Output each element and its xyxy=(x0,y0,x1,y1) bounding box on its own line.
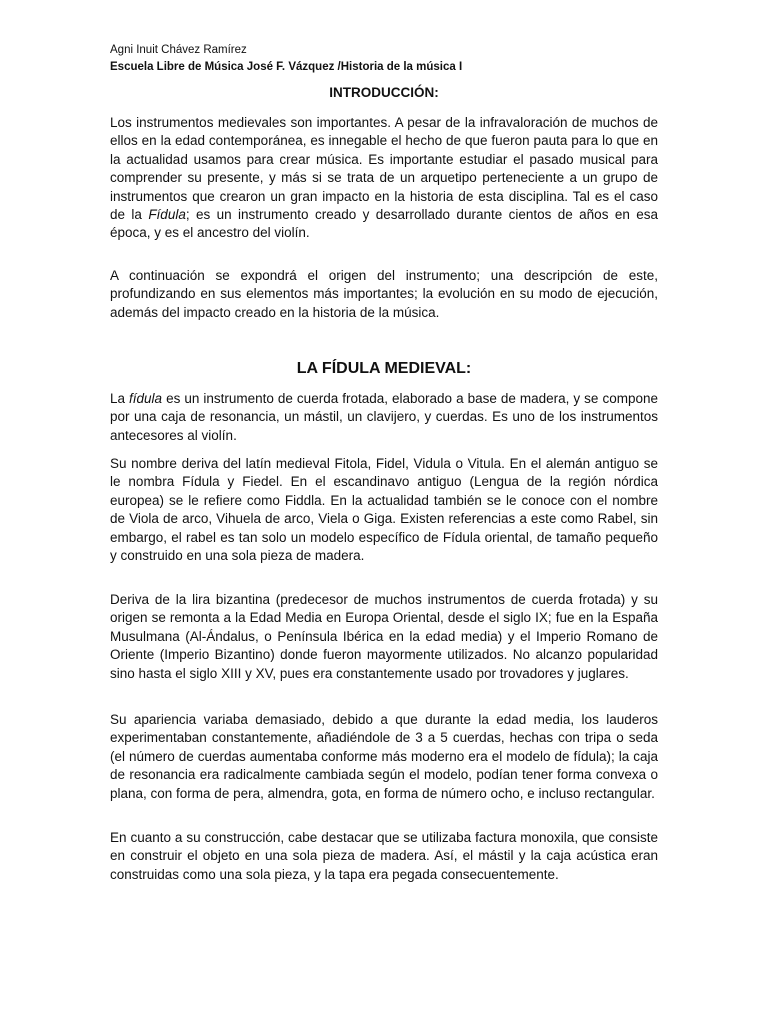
intro-paragraph-2: A continuación se expondrá el origen del instrumento; una descripción de este, profundizando en sus elementos más importantes; la evolución en su modo de ejecución, además del impacto creado en la historia de la música. xyxy=(110,268,658,320)
course-line: Escuela Libre de Música José F. Vázquez /Historia de la música I xyxy=(110,61,463,73)
fidula-paragraph-1 xyxy=(110,390,658,445)
fidula-paragraph-3: Deriva de la lira bizantina (predecesor de muchos instrumentos de cuerda frotada) y su origen se remonta a la Edad Media en Europa Oriental, desde el siglo IX; fue en la España Musulmana (Al-Ándalus, o Península Ibérica en la edad media) y el Imperio Romano de Oriente (Imperio Bizantino) donde fueron mayormente utilizados. No alcanzo popularidad sino hasta el siglo XIII y XV, pues era constantemente usado por trovadores y juglares. xyxy=(110,592,658,681)
fidula-heading: LA FÍDULA MEDIEVAL: xyxy=(296,360,472,377)
emphasis-fidula: Fídula xyxy=(148,207,186,223)
text-run: La xyxy=(110,391,130,406)
text-run: es un instrumento de cuerda frotada, elaborado a base de madera, y se compone por una caja de resonancia, un mástil, un clavijero, y cuerdas. Es uno de los instrumentos antecesores al violín. xyxy=(110,391,658,443)
text-run: ; es un instrumento creado y desarrollado durante cientos de años en esa época, y es el ancestro del violín. xyxy=(110,207,659,241)
emphasis-fidula: fídula xyxy=(129,391,163,406)
author-name: Agni Inuit Chávez Ramírez xyxy=(110,44,247,56)
document-header xyxy=(110,42,670,76)
text-run: Los instrumentos medievales son importantes. A pesar de la infravaloración de muchos de ellos en la edad contemporánea, es innegable el hecho de que fueron pauta para lo que en la actualidad usamos para crear música. Es importante estudiar el pasado musical para comprender su presente, y más si se trata de un arquetipo perteneciente a un grupo de instrumentos que crearon un gran impacto en la historia de esta disciplina. Tal es el caso de la xyxy=(110,115,658,223)
fidula-paragraph-2: Su nombre deriva del latín medieval Fitola, Fidel, Vidula o Vitula. En el alemán antiguo se le nombra Fídula y Fiedel. En el escandinavo antiguo (Lengua de la región nórdica europea) se le refiere como Fiddla. En la actualidad también se le conoce con el nombre de Viola de arco, Vihuela de arco, Viela o Giga. Existen referencias a este como Rabel, sin embargo, el rabel es tan solo un modelo específico de Fídula oriental, de tamaño pequeño y construido en una sola pieza de madera. xyxy=(110,456,658,564)
fidula-paragraph-5: En cuanto a su construcción, cabe destacar que se utilizaba factura monoxila, que consiste en construir el objeto en una sola pieza de madera. Así, el mástil y la caja acústica eran construidas como una sola pieza, y la tapa era pegada consecuentemente. xyxy=(110,830,658,882)
fidula-paragraph-4: Su apariencia variaba demasiado, debido a que durante la edad media, los lauderos experimentaban constantemente, añadiéndole de 3 a 5 cuerdas, hechas con tripa o seda (el número de cuerdas aumentaba conforme más moderno era el modelo de fídula); la caja de resonancia era radicalmente cambiada según el modelo, podían tener forma convexa o plana, con forma de pera, almendra, gota, en forma de número ocho, e incluso rectangular. xyxy=(110,712,658,801)
intro-paragraph-1 xyxy=(110,114,658,243)
intro-heading: INTRODUCCIÓN: xyxy=(329,85,439,100)
